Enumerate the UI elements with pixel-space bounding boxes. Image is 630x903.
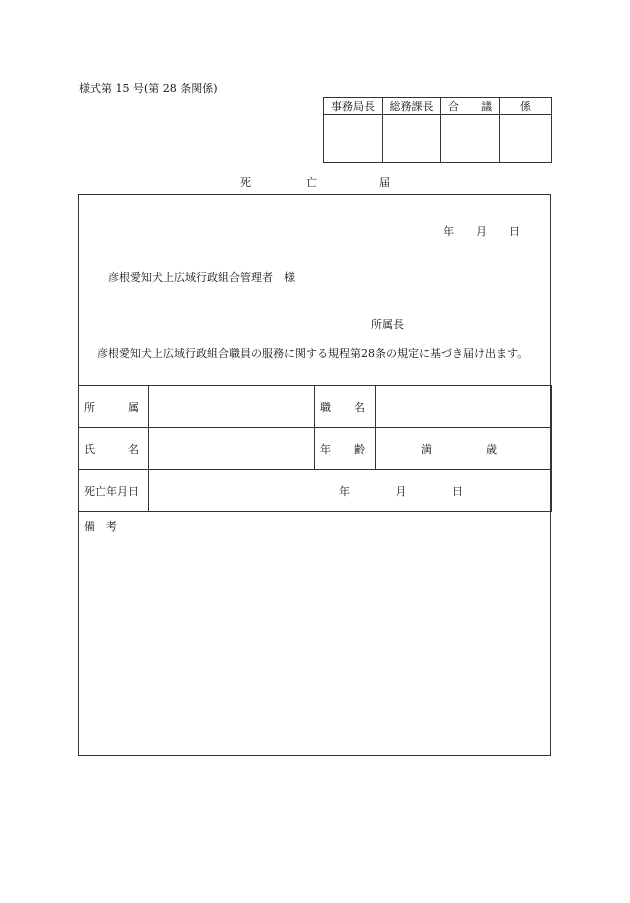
submission-date[interactable]: 年 月 日 (443, 225, 520, 238)
name-field[interactable] (149, 428, 315, 470)
age-label: 年 齢 (315, 428, 376, 470)
approval-header-general-affairs-chief: 総務課長 (383, 98, 441, 115)
affiliation-field[interactable] (149, 386, 315, 428)
approval-stamp-table (323, 97, 552, 163)
position-label: 職 名 (315, 386, 376, 428)
death-date-field[interactable]: 年 月 日 (149, 470, 552, 512)
info-table (78, 385, 552, 512)
death-date-label: 死亡年月日 (79, 470, 149, 512)
approval-header-consultation: 合 議 (441, 98, 500, 115)
stamp-cell-staff[interactable] (500, 115, 552, 163)
form-number: 様式第 15 号(第 28 条関係) (79, 82, 218, 95)
declaration-statement: 彦根愛知犬上広域行政組合職員の服務に関する規程第28条の規定に基づき届け出ます。 (97, 347, 529, 360)
affiliation-label: 所 属 (79, 386, 149, 428)
department-head-label: 所属長 (371, 318, 404, 331)
name-label: 氏 名 (79, 428, 149, 470)
form-body (78, 194, 551, 756)
stamp-cell-consultation[interactable] (441, 115, 500, 163)
stamp-cell-secretary-general[interactable] (324, 115, 383, 163)
remarks-label: 備 考 (84, 520, 117, 533)
approval-header-staff: 係 (500, 98, 552, 115)
approval-header-secretary-general: 事務局長 (324, 98, 383, 115)
remarks-field[interactable] (79, 515, 550, 755)
stamp-cell-general-affairs-chief[interactable] (383, 115, 441, 163)
addressee: 彦根愛知犬上広域行政組合管理者 様 (108, 271, 295, 284)
document-title: 死 亡 届 (240, 176, 390, 189)
position-field[interactable] (376, 386, 552, 428)
age-field[interactable]: 満 歳 (376, 428, 552, 470)
